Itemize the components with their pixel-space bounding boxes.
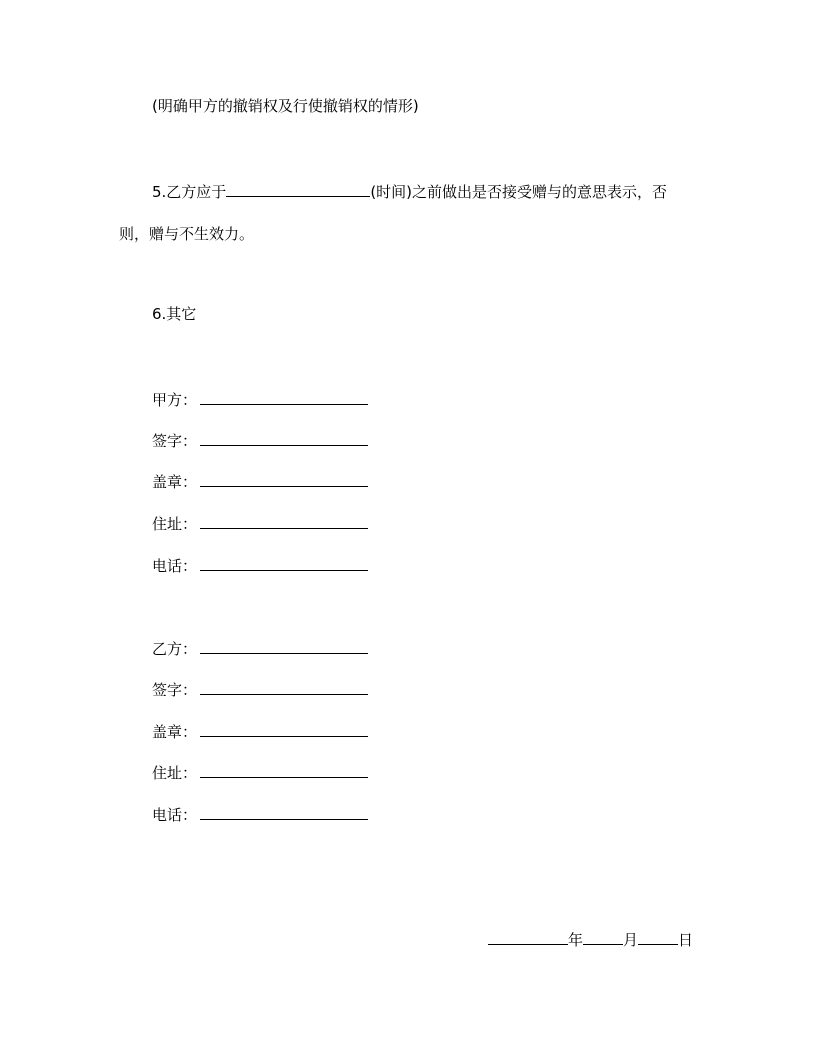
party-a-seal-row: [152, 470, 368, 490]
party-b-seal-row: [152, 720, 368, 740]
party-a-address-row: [152, 512, 368, 532]
party-a-blank[interactable]: [200, 388, 368, 405]
party-b-label: 乙方：: [152, 640, 198, 658]
clause-5-middle: (时间)之前做出是否接受赠与的意思表示，否: [370, 183, 668, 201]
party-a-label: 甲方：: [152, 391, 198, 409]
party-b-seal-blank[interactable]: [200, 720, 368, 737]
party-b-blank[interactable]: [200, 637, 368, 654]
party-b-phone-blank[interactable]: [200, 803, 368, 820]
party-a-sign-label: 签字：: [152, 432, 198, 450]
day-blank[interactable]: [638, 928, 678, 945]
clause-5-line-1: [152, 180, 667, 200]
clause-6: [152, 304, 196, 324]
party-b-sign-blank[interactable]: [200, 678, 368, 695]
party-a-sign-row: [152, 429, 368, 449]
party-a-address-blank[interactable]: [200, 512, 368, 529]
party-a-phone-label: 电话：: [152, 557, 198, 575]
party-a-phone-blank[interactable]: [200, 554, 368, 571]
month-blank[interactable]: [583, 928, 623, 945]
party-b-row: [152, 637, 368, 657]
party-b-address-row: [152, 761, 368, 781]
party-a-seal-label: 盖章：: [152, 473, 198, 491]
party-b-address-label: 住址：: [152, 764, 198, 782]
year-blank[interactable]: [488, 928, 568, 945]
clause-5-time-blank[interactable]: [226, 180, 370, 197]
party-a-row: [152, 388, 368, 408]
revocation-note-text: (明确甲方的撤销权及行使撤销权的情形): [152, 97, 419, 115]
year-label: 年: [568, 931, 584, 949]
party-a-phone-row: [152, 554, 368, 574]
party-b-address-blank[interactable]: [200, 761, 368, 778]
clause-5-prefix: 5.乙方应于: [152, 183, 227, 201]
party-b-sign-label: 签字：: [152, 681, 198, 699]
month-label: 月: [623, 931, 639, 949]
party-a-address-label: 住址：: [152, 515, 198, 533]
party-a-seal-blank[interactable]: [200, 470, 368, 487]
day-label: 日: [678, 931, 694, 949]
party-b-phone-row: [152, 803, 368, 823]
party-a-sign-blank[interactable]: [200, 429, 368, 446]
date-line: [488, 928, 693, 948]
party-b-phone-label: 电话：: [152, 806, 198, 824]
clause-5-line-2: [119, 224, 254, 244]
revocation-note: [152, 96, 419, 116]
clause-5-continuation: 则，赠与不生效力。: [119, 225, 255, 243]
party-b-seal-label: 盖章：: [152, 723, 198, 741]
clause-6-text: 6.其它: [152, 305, 197, 323]
party-b-sign-row: [152, 678, 368, 698]
